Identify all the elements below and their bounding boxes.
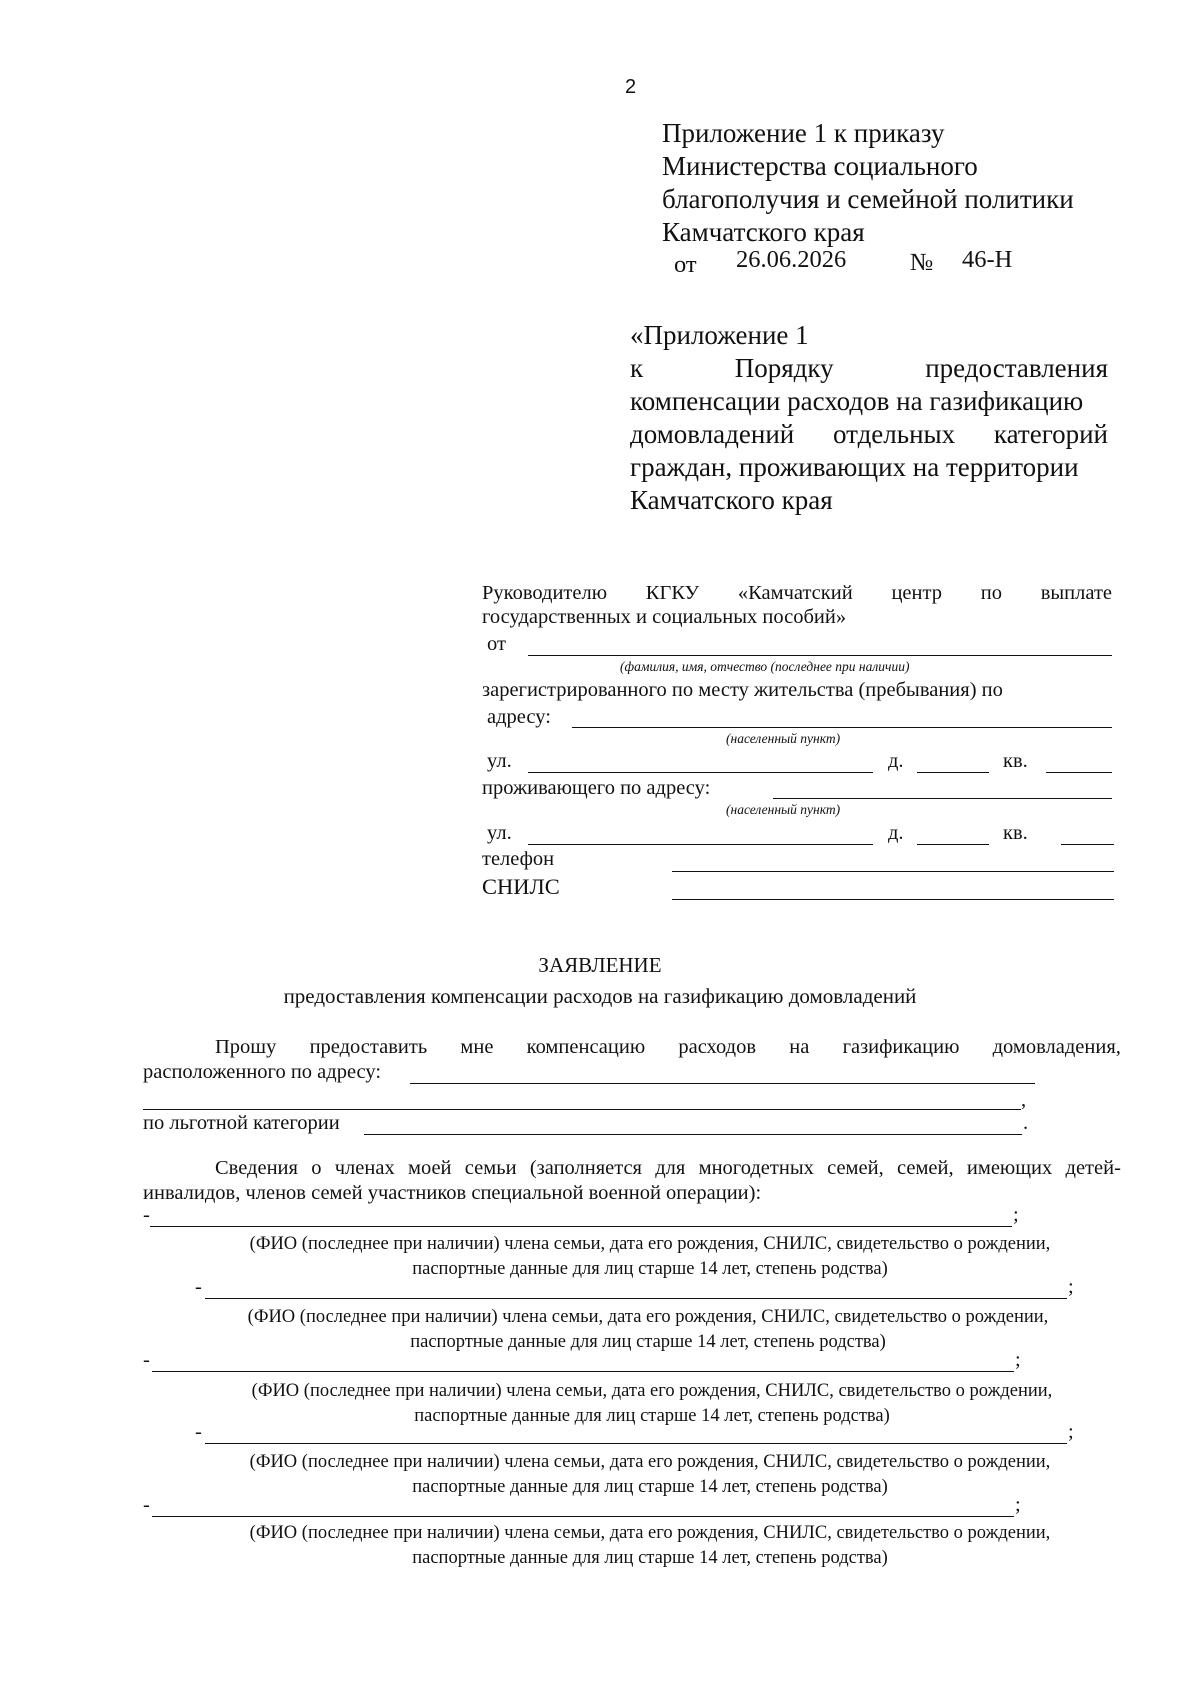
settlement-field-line[interactable] <box>572 727 1112 728</box>
member-dash: - <box>143 1494 150 1516</box>
member-note: паспортные данные для лиц старше 14 лет, степень родства) <box>412 1548 888 1568</box>
living-label: проживающего по адресу: <box>482 777 711 799</box>
member-semicolon: ; <box>1068 1276 1074 1298</box>
settlement-caption: (населенный пункт) <box>726 731 841 746</box>
member-note: паспортные данные для лиц старше 14 лет, степень родства) <box>414 1406 890 1426</box>
period: . <box>1023 1112 1029 1134</box>
family-member-field-line[interactable] <box>205 1298 1067 1299</box>
member-dash: - <box>143 1204 150 1226</box>
category-label: по льготной категории <box>143 1112 340 1134</box>
street-label: ул. <box>487 750 512 772</box>
member-semicolon: ; <box>1015 1494 1021 1516</box>
member-dash: - <box>195 1421 202 1443</box>
date-prefix: от <box>674 251 697 278</box>
member-note: паспортные данные для лиц старше 14 лет, степень родства) <box>412 1477 888 1497</box>
flat-label: кв. <box>1003 750 1028 772</box>
header-line: Приложение 1 к приказу <box>662 118 945 148</box>
request-paragraph-line: Прошу предоставить мне компенсацию расходов на газификацию домовладения, <box>215 1036 1121 1058</box>
appendix-line: домовладений отдельных категорий <box>630 419 1108 449</box>
page-number: 2 <box>625 76 637 98</box>
living-settlement-field-line[interactable] <box>773 798 1112 799</box>
addressee-line: Руководителю КГКУ «Камчатский центр по выплате <box>482 582 1112 604</box>
family-member-field-line[interactable] <box>205 1443 1067 1444</box>
addressee-line: государственных и социальных пособий» <box>482 606 847 628</box>
address-continuation-field-line[interactable] <box>143 1109 1021 1110</box>
phone-field-line[interactable] <box>672 871 1114 872</box>
statement-subtitle: предоставления компенсации расходов на газификацию домовладений <box>283 984 917 1008</box>
member-note: паспортные данные для лиц старше 14 лет, степень родства) <box>410 1332 886 1352</box>
family-paragraph-line: инвалидов, членов семей участников специальной военной операции): <box>143 1182 762 1204</box>
header-line: Министерства социального <box>662 151 978 181</box>
appendix-line: Камчатского края <box>630 485 833 515</box>
settlement-caption: (населенный пункт) <box>726 802 841 817</box>
member-note: (ФИО (последнее при наличии) члена семьи, дата его рождения, СНИЛС, свидетельство о рождении, <box>249 1234 1051 1254</box>
flat-field-line[interactable] <box>1061 844 1114 845</box>
appendix-line: граждан, проживающих на территории <box>630 452 1079 482</box>
statement-title: ЗАЯВЛЕНИЕ <box>538 953 662 977</box>
appendix-title: «Приложение 1 <box>630 320 809 350</box>
street-field-line[interactable] <box>528 772 873 773</box>
family-member-field-line[interactable] <box>150 1226 1012 1227</box>
house-label: д. <box>888 822 904 844</box>
header-line: Камчатского края <box>662 217 865 247</box>
member-note: (ФИО (последнее при наличии) члена семьи, дата его рождения, СНИЛС, свидетельство о рождении, <box>249 1523 1051 1543</box>
house-field-line[interactable] <box>917 844 989 845</box>
member-semicolon: ; <box>1013 1204 1019 1226</box>
appendix-line: компенсации расходов на газификацию <box>630 386 1084 416</box>
order-date: 26.06.2026 <box>736 246 847 273</box>
phone-label: телефон <box>482 848 555 870</box>
family-member-field-line[interactable] <box>152 1516 1014 1517</box>
street-label: ул. <box>487 822 512 844</box>
snils-label: СНИЛС <box>482 874 560 899</box>
header-line: благополучия и семейной политики <box>662 184 1074 214</box>
family-paragraph-line: Сведения о членах моей семьи (заполняется для многодетных семей, семей, имеющих детей- <box>215 1157 1121 1179</box>
member-dash: - <box>195 1276 202 1298</box>
flat-label: кв. <box>1003 822 1028 844</box>
appendix-line: к Порядку предоставления <box>630 353 1108 383</box>
house-field-line[interactable] <box>917 772 989 773</box>
snils-field-line[interactable] <box>672 899 1114 900</box>
member-note: (ФИО (последнее при наличии) члена семьи, дата его рождения, СНИЛС, свидетельство о рождении, <box>251 1381 1053 1401</box>
category-field-line[interactable] <box>364 1134 1022 1135</box>
from-label: от <box>487 633 506 655</box>
comma: , <box>1021 1089 1027 1111</box>
member-semicolon: ; <box>1068 1421 1074 1443</box>
family-member-field-line[interactable] <box>152 1371 1014 1372</box>
member-note: (ФИО (последнее при наличии) члена семьи, дата его рождения, СНИЛС, свидетельство о рождении, <box>249 1452 1051 1472</box>
member-semicolon: ; <box>1015 1349 1021 1371</box>
located-address-field-line[interactable] <box>410 1083 1035 1084</box>
member-note: паспортные данные для лиц старше 14 лет, степень родства) <box>412 1259 888 1279</box>
fio-caption: (фамилия, имя, отчество (последнее при наличии) <box>620 659 910 674</box>
number-sign: № <box>910 249 934 276</box>
fio-field-line[interactable] <box>528 655 1112 656</box>
flat-field-line[interactable] <box>1046 772 1112 773</box>
order-number: 46-Н <box>962 246 1013 273</box>
registered-label: зарегистрированного по месту жительства (пребывания) по <box>482 679 1003 701</box>
house-label: д. <box>888 750 904 772</box>
address-label: адресу: <box>487 706 551 728</box>
street-field-line[interactable] <box>528 844 873 845</box>
member-note: (ФИО (последнее при наличии) члена семьи, дата его рождения, СНИЛС, свидетельство о рождении, <box>247 1307 1049 1327</box>
member-dash: - <box>143 1349 150 1371</box>
located-label: расположенного по адресу: <box>143 1061 382 1083</box>
